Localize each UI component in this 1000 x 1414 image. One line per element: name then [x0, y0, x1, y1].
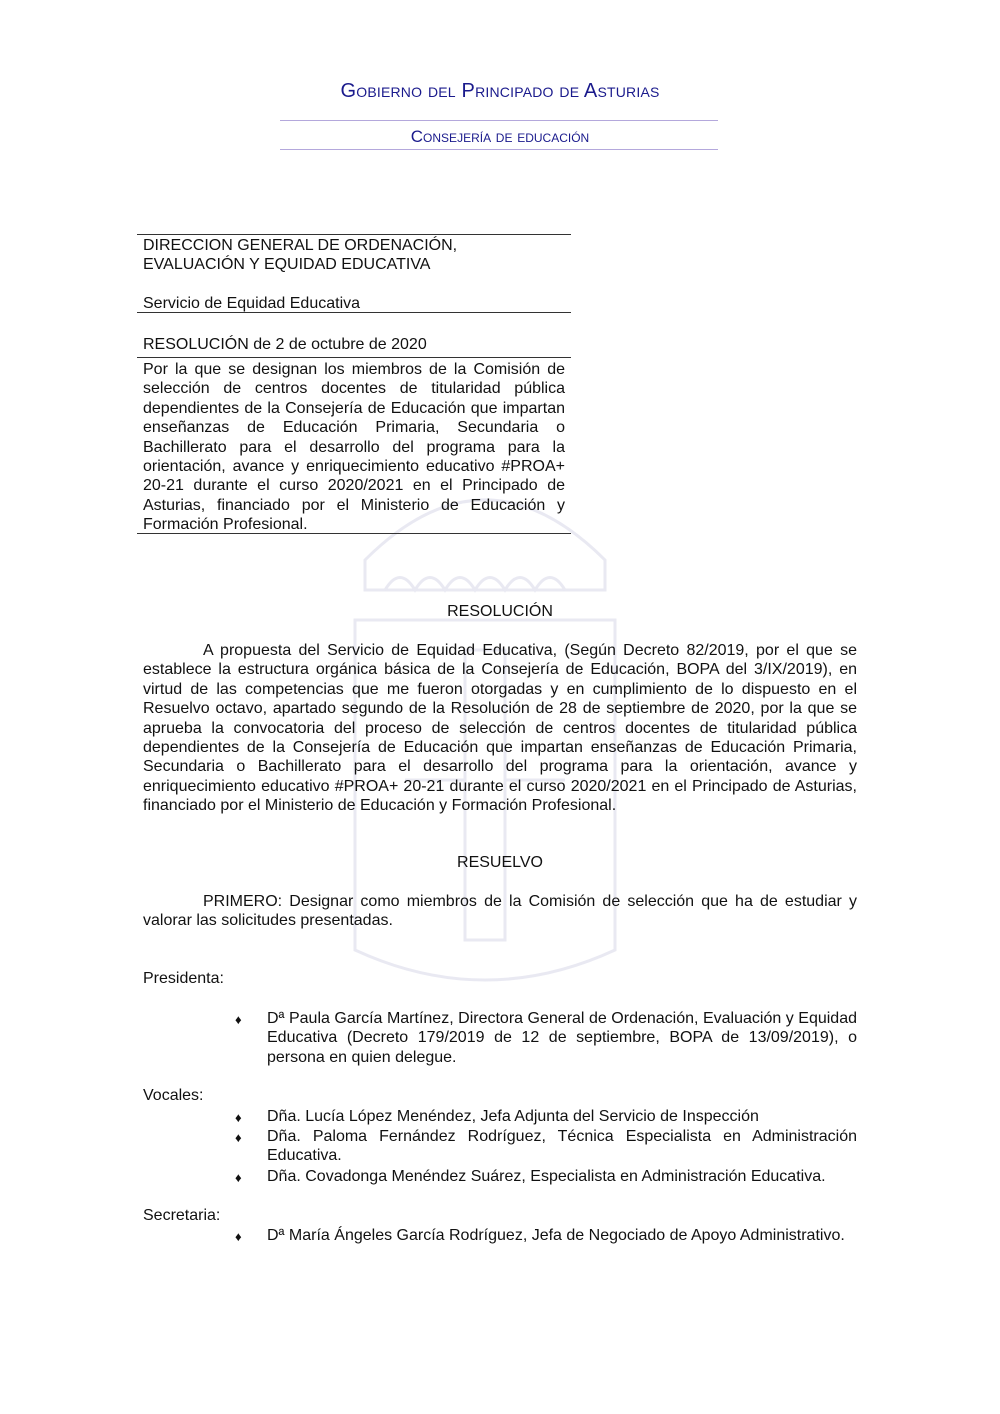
secretary-entry: Dª María Ángeles García Rodríguez, Jefa de Negociado de Apoyo Administrativo. — [267, 1227, 845, 1244]
resuelvo-heading: RESUELVO — [457, 854, 543, 871]
vocal-entry: Dña. Lucía López Menéndez, Jefa Adjunta del Servicio de Inspección — [267, 1108, 759, 1125]
box-rule — [137, 312, 571, 313]
bullet-icon: ♦ — [235, 1229, 242, 1244]
government-title: Gobierno del Principado de Asturias — [340, 80, 660, 102]
first-resolution-paragraph: PRIMERO: Designar como miembros de la Comisión de selección que ha de estudiar y valorar las solicitudes presentadas. — [143, 893, 857, 930]
box-rule — [137, 533, 571, 534]
secretary-label: Secretaria: — [143, 1207, 221, 1224]
box-rule — [137, 357, 571, 358]
bullet-icon: ♦ — [235, 1170, 242, 1185]
service-name: Servicio de Equidad Educativa — [143, 295, 361, 312]
directorate-name — [143, 236, 457, 275]
header-divider — [280, 120, 718, 121]
directorate-line: DIRECCION GENERAL DE ORDENACIÓN, — [143, 237, 458, 254]
president-entry: Dª Paula García Martínez, Directora General de Ordenación, Evaluación y Equidad Educativa (Decreto 179/2019 de 12 de septiembre, BOPA de 13/09/2019), o persona en quien delegue. — [267, 1010, 857, 1066]
resolution-subject: Por la que se designan los miembros de la Comisión de selección de centros docentes de titularidad pública dependientes de la Consejería de Educación que impartan enseñanzas de Educación Primaria, Secundaria o Bachillerato para el desarrollo del programa para la orientación, avance y enriquecimiento educativo #PROA+ 20-21 durante el curso 2020/2021 en el Principado de Asturias, financiado por el Ministerio de Educación y Formación Profesional. — [143, 361, 565, 534]
bullet-icon: ♦ — [235, 1012, 242, 1027]
header-divider — [280, 149, 718, 150]
vocal-entry: Dña. Paloma Fernández Rodríguez, Técnica Especialista en Administración Educativa. — [267, 1128, 857, 1165]
resolution-date: RESOLUCIÓN de 2 de octubre de 2020 — [143, 336, 427, 353]
bullet-icon: ♦ — [235, 1130, 242, 1145]
department-title: Consejería de educación — [410, 127, 590, 146]
bullet-icon: ♦ — [235, 1110, 242, 1125]
president-label: Presidenta: — [143, 970, 224, 987]
vocal-entry: Dña. Covadonga Menéndez Suárez, Especialista en Administración Educativa. — [267, 1168, 826, 1185]
vocales-label: Vocales: — [143, 1087, 204, 1104]
resolution-heading: RESOLUCIÓN — [447, 603, 553, 620]
directorate-line: EVALUACIÓN Y EQUIDAD EDUCATIVA — [143, 256, 431, 274]
preamble-paragraph: A propuesta del Servicio de Equidad Educativa, (Según Decreto 82/2019, por el que se establece la estructura orgánica básica de la Consejería de Educación, BOPA del 3/IX/2019), en virtud de las competencias que me fueron otorgadas y en cumplimiento de lo dispuesto en el Resuelvo octavo, apartado segundo de la Resolución de 28 de septiembre de 2020, por la que se aprueba la convocatoria del proceso de selección de centros docentes de titularidad pública dependientes de la Consejería de Educación que impartan enseñanzas de Educación Primaria, Secundaria o Bachillerato para el desarrollo del programa para la orientación, avance y enriquecimiento educativo #PROA+ 20-21 durante el curso 2020/2021 en el Principado de Asturias, financiado por el Ministerio de Educación y Formación Profesional. — [143, 642, 857, 815]
box-rule — [137, 234, 571, 235]
